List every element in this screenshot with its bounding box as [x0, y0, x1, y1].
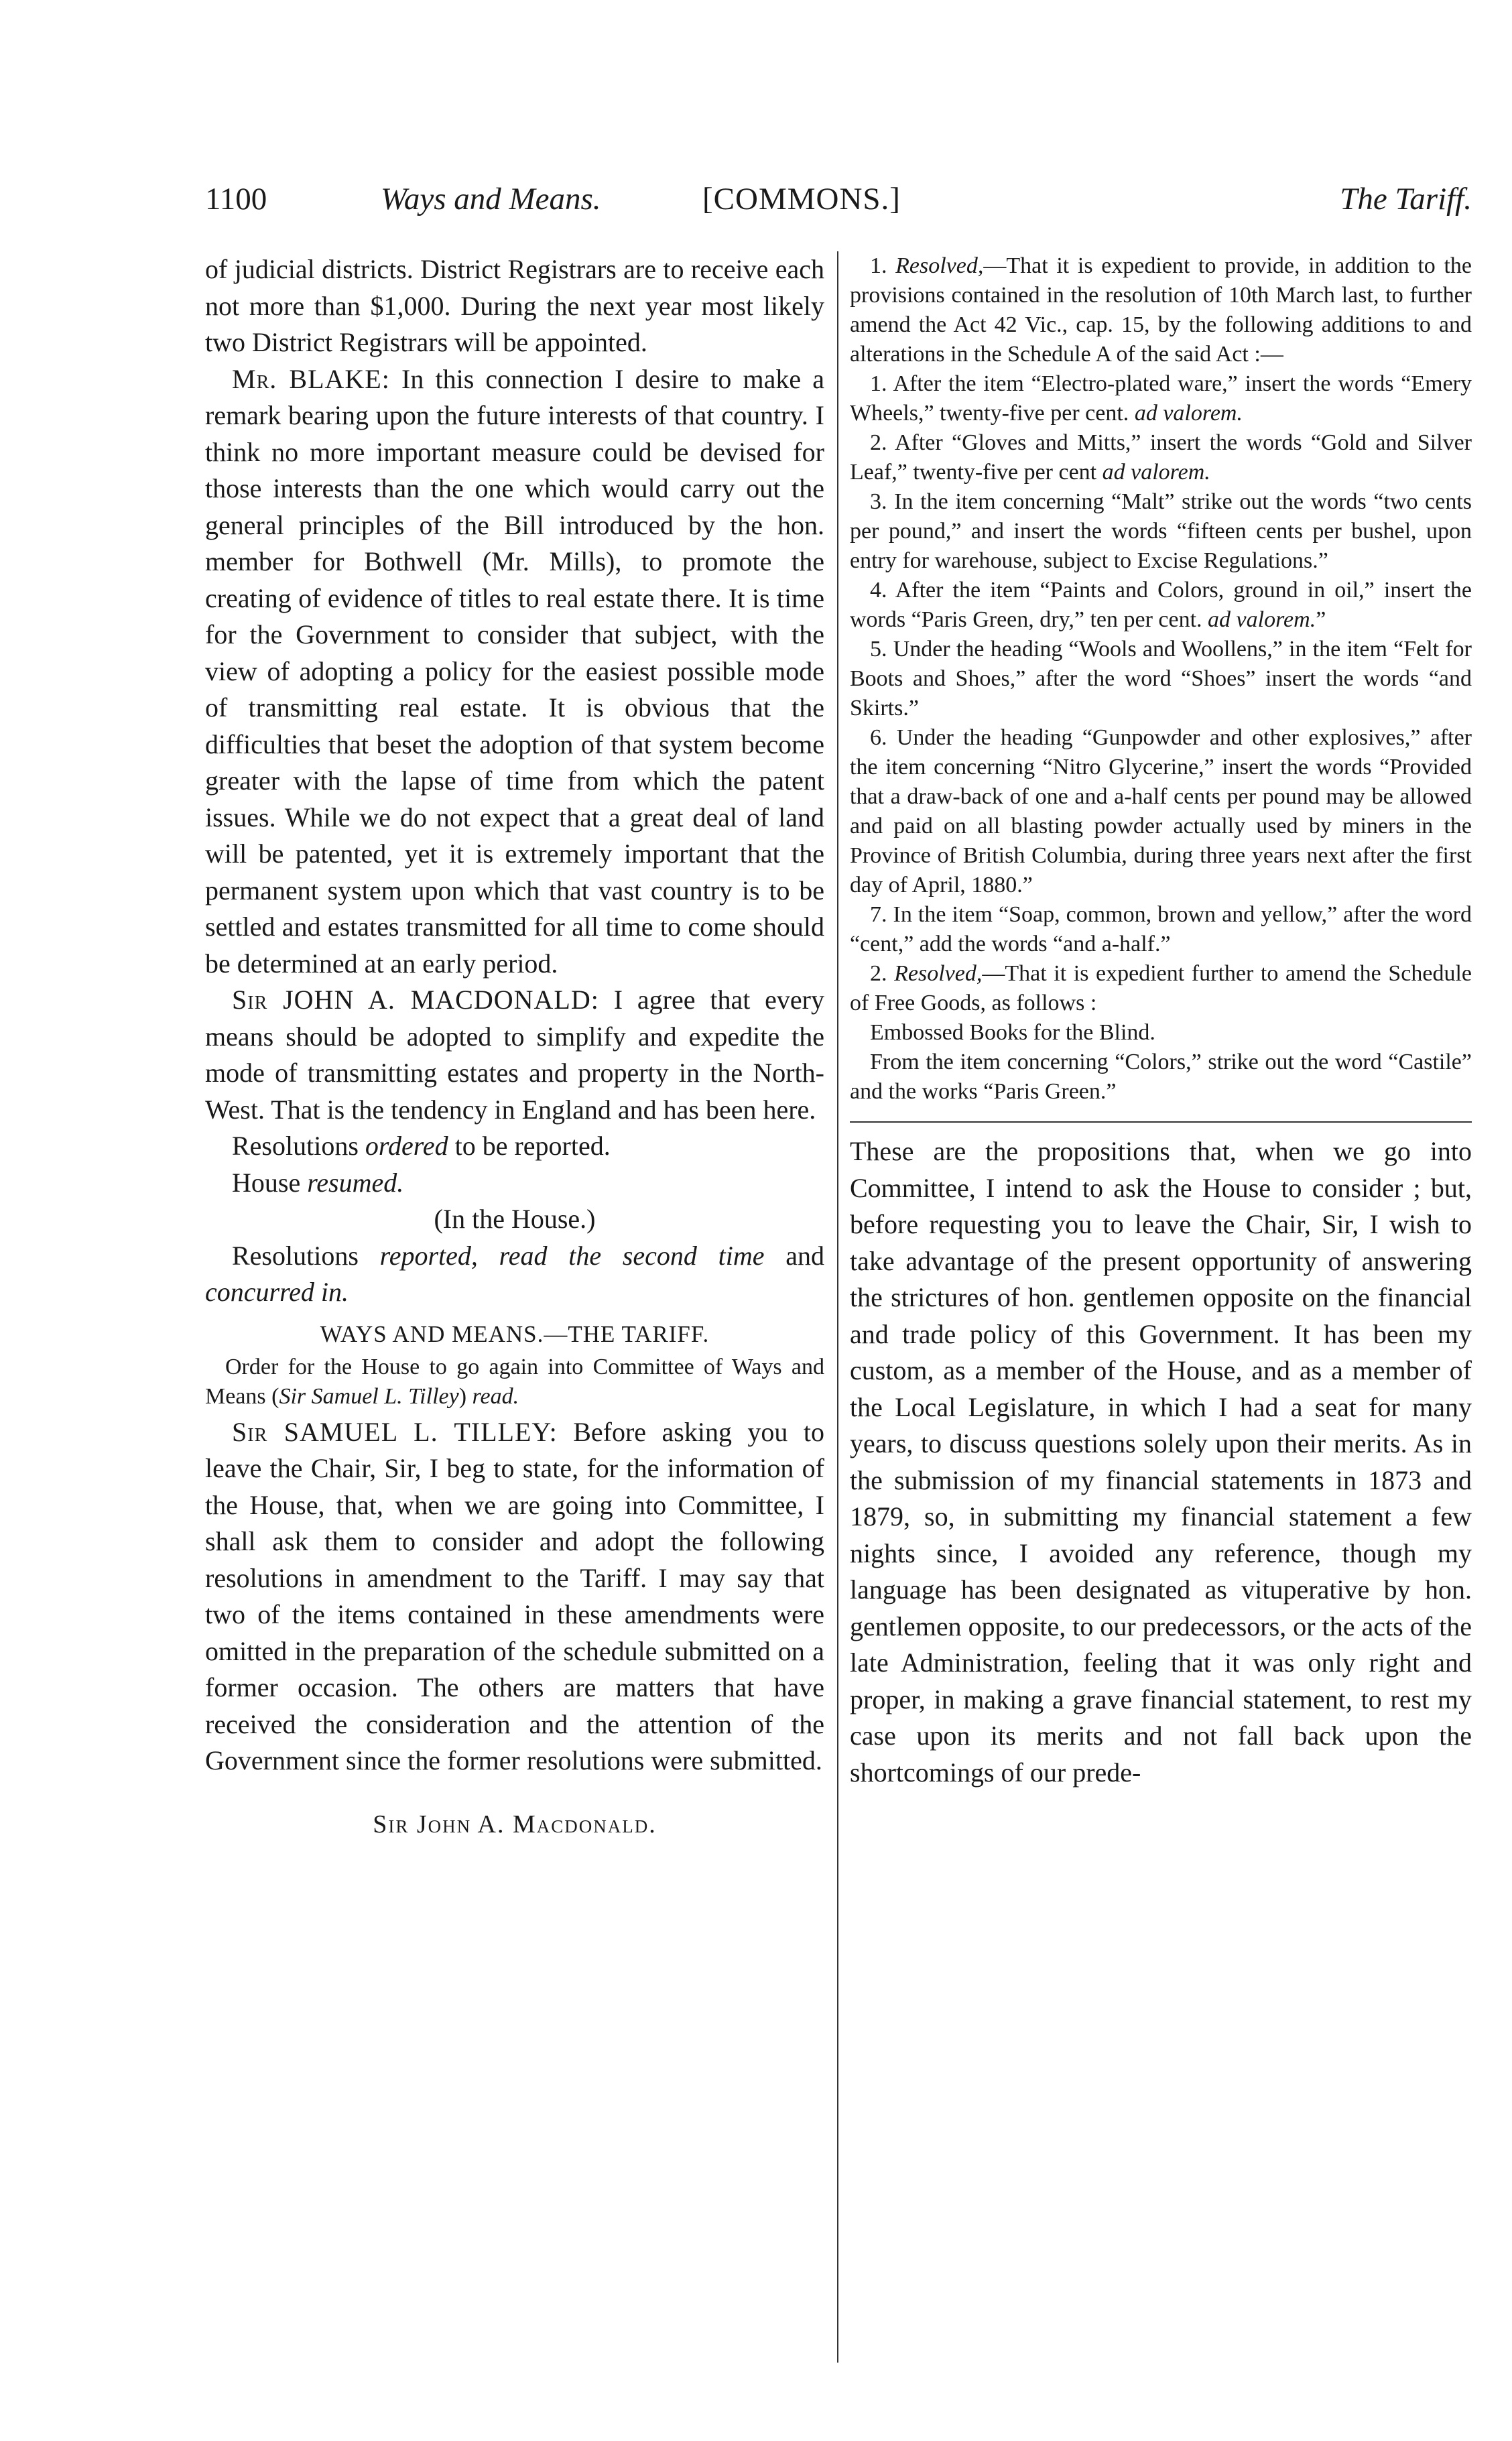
procedural-note: House resumed. — [232, 1167, 404, 1198]
procedural-note: Resolutions reported, read the second time and concurred in. — [205, 1240, 824, 1307]
procedural-note: (In the House.) — [434, 1204, 596, 1234]
paragraph-tilley — [205, 1414, 824, 1779]
right-column — [850, 251, 1472, 2387]
order-of-day: Order for the House to go again into Committee of Ways and Means (Sir Samuel L. Tilley) read. — [205, 1354, 824, 1409]
resolution-item: 2. After “Gloves and Mitts,” insert the words “Gold and Silver Leaf,” twenty-five per cent ad valorem. — [850, 430, 1472, 485]
left-column — [205, 251, 824, 2387]
paragraph-macdonald — [205, 982, 824, 1128]
speech-text: I agree that every means should be adopted to simplify and expedite the mode of transmitting estates and property in the North-West. That is the tendency in England and has been here. — [205, 985, 824, 1125]
resolution-item: 1. After the item “Electro-plated ware,” insert the words “Emery Wheels,” twenty-five per cent. ad valorem. — [850, 371, 1472, 426]
page-header — [205, 181, 1472, 221]
section-heading: WAYS AND MEANS.—THE TARIFF. — [320, 1320, 710, 1347]
resolution-item: 7. In the item “Soap, common, brown and yellow,” after the word “cent,” add the words “and a-half.” — [850, 902, 1472, 956]
running-title-right: The Tariff. — [1340, 182, 1472, 216]
resolution: 1. Resolved,—That it is expedient to provide, in addition to the provisions contained in the resolution of 10th March last, to further amend the Act 42 Vic., cap. 15, by the following additions to and alterations in the Schedule A of the said Act :— — [850, 253, 1472, 367]
speaker-name: Sir JOHN A. MACDONALD: — [232, 985, 599, 1015]
resolution-item: From the item concerning “Colors,” strike out the word “Castile” and the works “Paris Green.” — [850, 1050, 1472, 1104]
column-divider — [837, 251, 838, 2363]
paragraph-blake — [205, 361, 824, 983]
paragraph: These are the propositions that, when we go into Committee, I intend to ask the House to consider ; but, before requesting you to leave the Chair, Sir, I wish to take advantage of the present opportunity of answering the strictures of hon. gentlemen opposite on the financial and trade policy of this Government. It has been my custom, as a member of the House, and as a member of the Local Legislature, in which I had a seat for many years, to discuss questions solely upon their merits. As in the submission of my financial statements in 1873 and 1879, so, in submitting my financial statement a few nights since, I avoided any reference, though my language has been designated as vituperative by hon. gentlemen opposite, to our predecessors, or the acts of the late Administration, feeling that it was only right and proper, in making a grave financial statement, to rest my case upon its merits and not fall back upon the shortcomings of our prede- — [850, 1136, 1472, 1788]
running-title-center: [COMMONS.] — [702, 182, 901, 216]
resolution: 2. Resolved,—That it is expedient further to amend the Schedule of Free Goods, as follows : — [850, 961, 1472, 1015]
resolution-item: 6. Under the heading “Gunpowder and other explosives,” after the item concerning “Nitro Glycerine,” insert the words “Provided that a draw-back of one and a-half cents per pound may be allowed and paid on all blasting powder actually used by miners in the Province of British Columbia, during three years next after the first day of April, 1880.” — [850, 725, 1472, 897]
speaker-name: Sir SAMUEL L. TILLEY: — [232, 1416, 558, 1447]
resolution-item: 3. In the item concerning “Malt” strike out the words “two cents per pound,” and insert the words “fifteen cents per bushel, upon entry for warehouse, subject to Excise Regulations.” — [850, 489, 1472, 573]
resolution-item: Embossed Books for the Blind. — [870, 1020, 1155, 1045]
procedural-note: Resolutions ordered to be reported. — [232, 1131, 611, 1161]
page-number: 1100 — [205, 182, 267, 216]
speech-text: In this connection I desire to make a remark bearing upon the future interests of that country. I think no more important measure could be devised for those interests than the one which would carry out the general principles of the Bill introduced by the hon. member for Bothwell (Mr. Mills), to promote the creating of evidence of titles to real estate there. It is time for the Government to consider that subject, with the view of adopting a policy for the easiest possible mode of transmitting real estate. It is obvious that the difficulties that beset the adoption of that system become greater with the lapse of time from which the patent issues. While we do not expect that a great deal of land will be patented, yet it is extremely important that the permanent system upon which that vast country is to be settled and estates transmitted for all time to come should be determined at an early period. — [205, 363, 824, 979]
footer-signature: Sir John A. Macdonald. — [373, 1810, 657, 1838]
section-rule — [850, 1121, 1472, 1123]
paragraph: of judicial districts. District Registrars are to receive each not more than $1,000. During the next year most likely two District Registrars will be appointed. — [205, 254, 824, 357]
speaker-name: Mr. BLAKE: — [232, 363, 390, 394]
running-title-left: Ways and Means. — [381, 182, 601, 216]
resolution-item: 4. After the item “Paints and Colors, ground in oil,” insert the words “Paris Green, dry,” ten per cent. ad valorem.” — [850, 578, 1472, 632]
speech-text: Before asking you to leave the Chair, Sir, I beg to state, for the information of the House, that, when we are going into Committee, I shall ask them to consider and adopt the following resolutions in amendment to the Tariff. I may say that two of the items contained in these amendments were omitted in the preparation of the schedule submitted on a former occasion. The others are matters that have received the consideration and the attention of the Government since the former resolutions were submitted. — [205, 1416, 824, 1775]
resolution-item: 5. Under the heading “Wools and Woollens,” in the item “Felt for Boots and Shoes,” after the word “Shoes” insert the words “and Skirts.” — [850, 637, 1472, 721]
